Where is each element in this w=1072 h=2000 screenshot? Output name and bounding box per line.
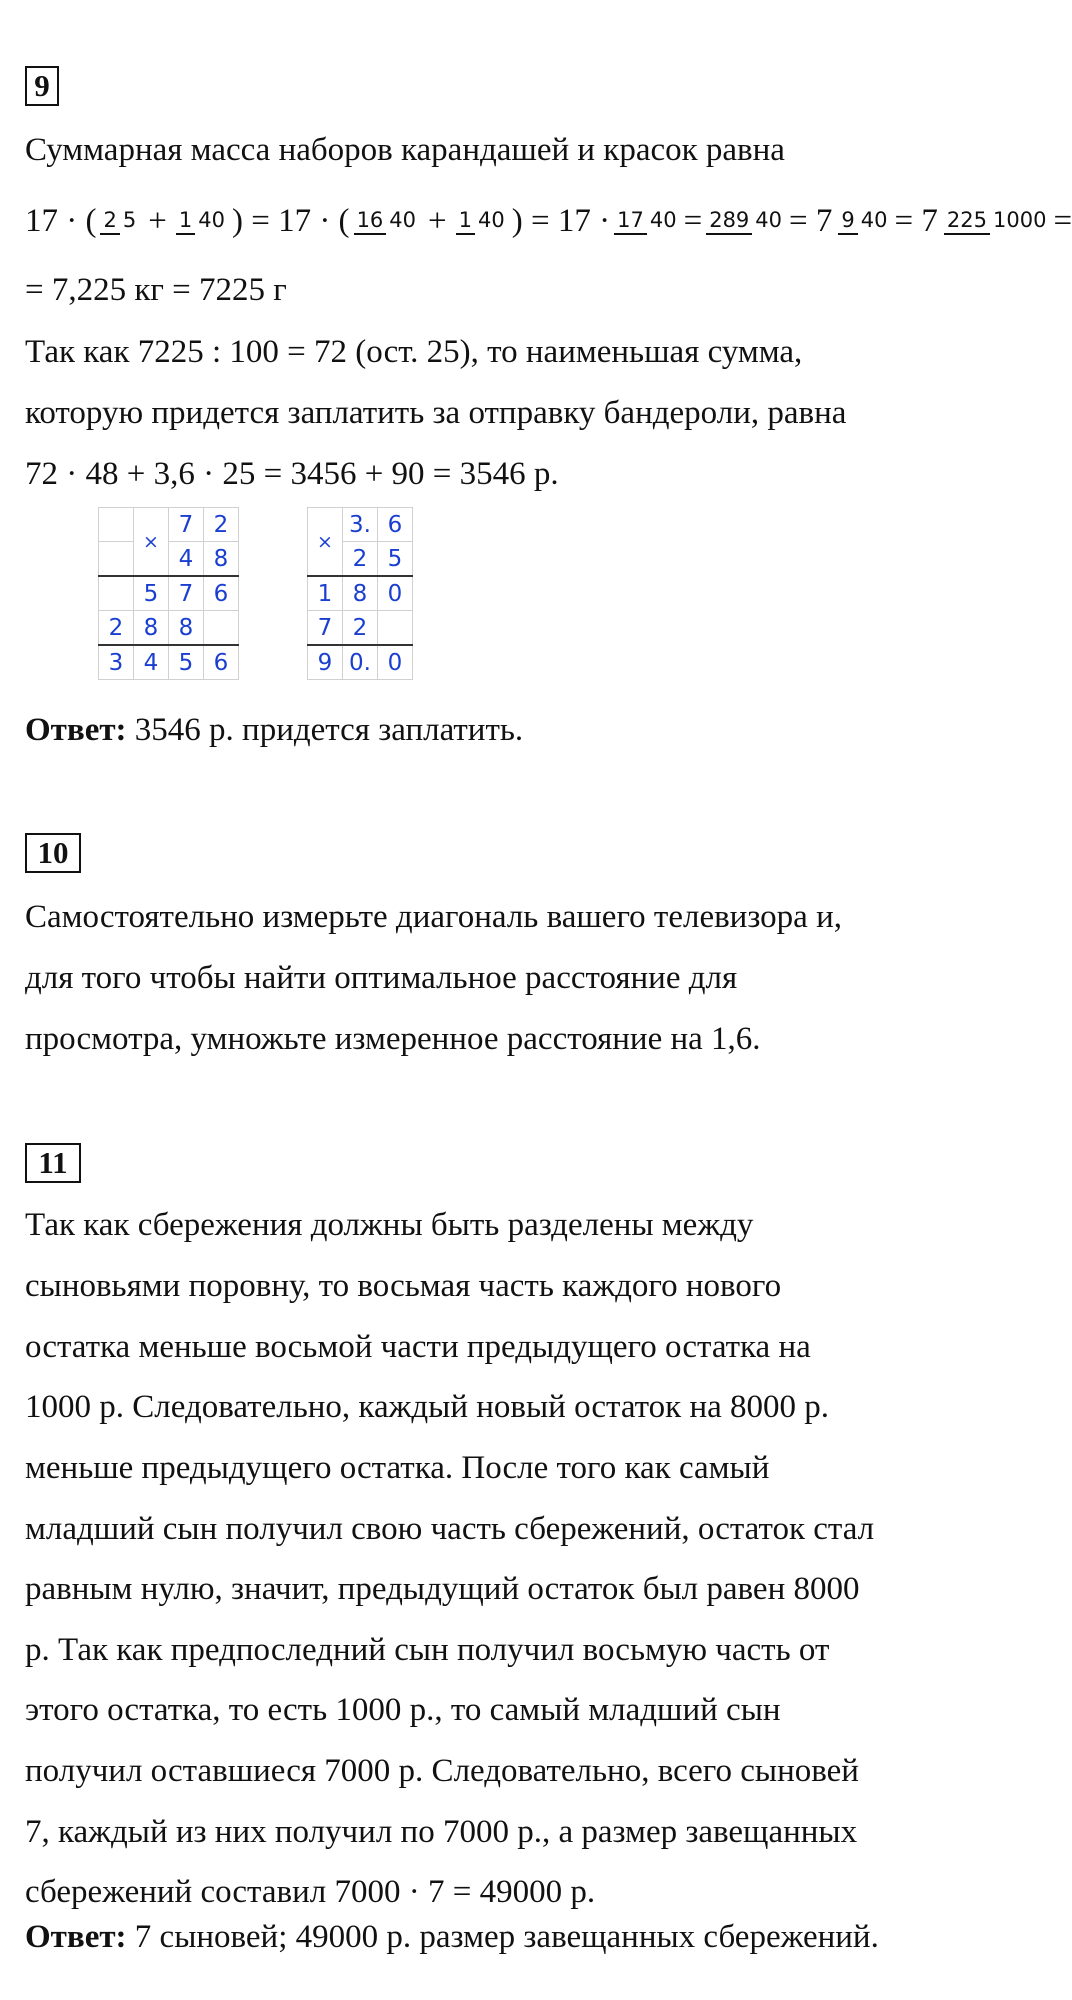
multiply-sign: × bbox=[134, 508, 169, 577]
task9-line-5: которую придется заплатить за отправку бандероли, равна bbox=[25, 395, 847, 431]
multiply-sign: × bbox=[308, 508, 343, 577]
answer-text: 7 сыновей; 49000 р. размер завещанных сбережений. bbox=[126, 1919, 879, 1955]
answer-label: Ответ: bbox=[25, 712, 127, 748]
task11-line-3: остатка меньше восьмой части предыдущего остатка на bbox=[25, 1329, 811, 1365]
task-number-9: 9 bbox=[25, 66, 59, 106]
formula-text: = 7 bbox=[894, 202, 938, 239]
answer-text: 3546 р. придется заплатить. bbox=[126, 712, 524, 748]
fraction-2-5: 2 5 bbox=[100, 208, 139, 235]
fraction-17-40: 17 40 bbox=[614, 208, 679, 235]
task9-line-1: Суммарная масса наборов карандашей и красок равна bbox=[25, 132, 785, 168]
formula-op: = bbox=[1053, 202, 1072, 239]
formula-op: + bbox=[148, 202, 167, 239]
fraction-1-40: 1 40 bbox=[176, 208, 228, 235]
task10-line-2: для того чтобы найти оптимальное расстояние для bbox=[25, 960, 738, 996]
task-number-10: 10 bbox=[25, 833, 81, 873]
task11-line-10: получил оставшиеся 7000 р. Следовательно, всего сыновей bbox=[25, 1753, 859, 1789]
task9-line-6: 72 · 48 + 3,6 · 25 = 3456 + 90 = 3546 р. bbox=[25, 456, 559, 492]
task11-line-1: Так как сбережения должны быть разделены между bbox=[25, 1207, 754, 1243]
task11-line-2: сыновьями поровну, то восьмая часть каждого нового bbox=[25, 1268, 782, 1304]
task10-line-3: просмотра, умножьте измеренное расстояние на 1,6. bbox=[25, 1021, 761, 1057]
task11-line-7: равным нулю, значит, предыдущий остаток был равен 8000 bbox=[25, 1571, 860, 1607]
task11-line-11: 7, каждый из них получил по 7000 р., а размер завещанных bbox=[25, 1814, 858, 1850]
task11-line-9: этого остатка, то есть 1000 р., то самый младший сын bbox=[25, 1692, 781, 1728]
task9-line-4: Так как 7225 : 100 = 72 (ост. 25), то наименьшая сумма, bbox=[25, 334, 803, 370]
formula-text: = 7 bbox=[789, 202, 833, 239]
column-multiplication-72x48: × 7 2 4 8 5 7 6 2 8 8 3 4 5 6 bbox=[98, 507, 239, 680]
task11-line-12: сбережений составил 7000 · 7 = 49000 р. bbox=[25, 1874, 596, 1910]
column-multiplication-3-6x25: × 3. 6 2 5 1 8 0 7 2 9 0. 0 bbox=[307, 507, 413, 680]
formula-text: ) = 17 · ( bbox=[231, 202, 350, 239]
task-number-11: 11 bbox=[25, 1143, 81, 1183]
formula-text: ) = 17 · bbox=[511, 202, 611, 239]
formula-op: = bbox=[683, 202, 703, 239]
task9-line-3: = 7,225 кг = 7225 г bbox=[25, 272, 287, 308]
fraction-1-40: 1 40 bbox=[456, 208, 508, 235]
task11-line-5: меньше предыдущего остатка. После того как самый bbox=[25, 1450, 770, 1486]
task11-line-8: р. Так как предпоследний сын получил восьмую часть от bbox=[25, 1632, 830, 1668]
task11-answer bbox=[25, 1917, 879, 1957]
formula-text: 17 · ( bbox=[25, 202, 97, 239]
task10-line-1: Самостоятельно измерьте диагональ вашего телевизора и, bbox=[25, 899, 842, 935]
task9-formula bbox=[25, 186, 1072, 256]
task9-answer bbox=[25, 710, 523, 750]
task11-line-6: младший сын получил свою часть сбережений, остаток стал bbox=[25, 1511, 875, 1547]
task11-line-4: 1000 р. Следовательно, каждый новый остаток на 8000 р. bbox=[25, 1389, 830, 1425]
fraction-225-1000: 225 1000 bbox=[944, 208, 1050, 235]
formula-op: + bbox=[428, 202, 447, 239]
fraction-289-40: 289 40 bbox=[706, 208, 785, 235]
fraction-9-40: 9 40 bbox=[838, 208, 890, 235]
answer-label: Ответ: bbox=[25, 1919, 127, 1955]
fraction-16-40: 16 40 bbox=[354, 208, 419, 235]
